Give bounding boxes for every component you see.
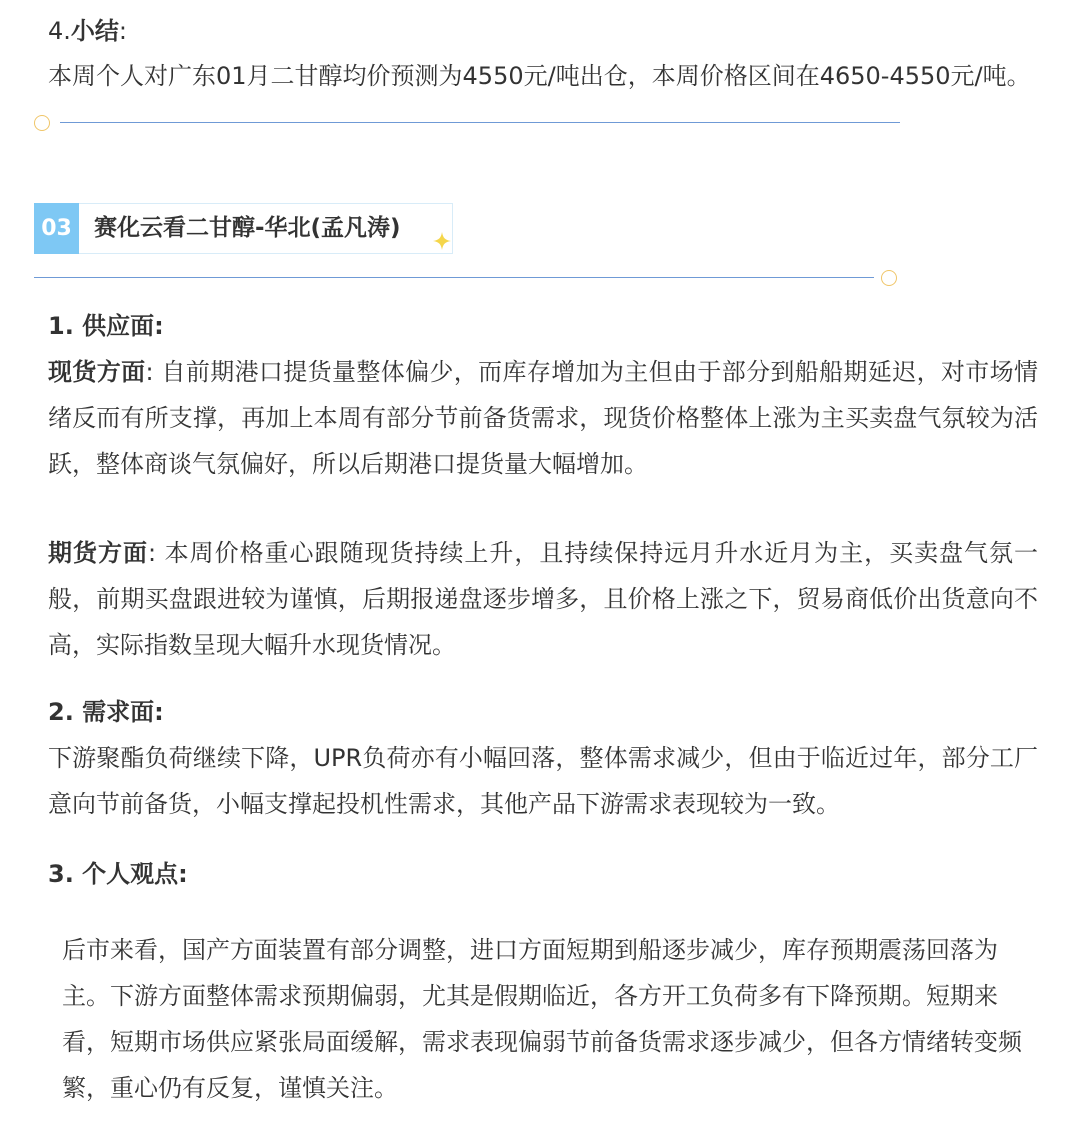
spot-text: : 自前期港口提货量整体偏少，而库存增加为主但由于部分到船船期延迟，对市场情绪反而有所支撑，再加上本周有部分节前备货需求，现货价格整体上涨为主买卖盘气氛较为活跃，整体商谈气氛偏好，所以后期港口提货量大幅增加。 <box>48 358 1039 478</box>
section-header <box>34 203 452 254</box>
section-number: 03 <box>34 203 79 254</box>
divider-line-top <box>60 122 900 123</box>
futures-text: : 本周价格重心跟随现货持续上升，且持续保持远月升水近月为主，买卖盘气氛一般，前期买盘跟进较为谨慎，后期报递盘逐步增多，且价格上涨之下，贸易商低价出货意向不高，实际指数呈现大幅升水现货情况。 <box>48 539 1039 659</box>
supply-heading: 1. 供应面: <box>48 312 164 340</box>
summary-text: 本周个人对广东01月二甘醇均价预测为4550元/吨出仓，本周价格区间在4650-4550元/吨。 <box>48 62 1031 90</box>
divider-circle-left <box>34 115 50 131</box>
summary-heading-label: 小结 <box>70 17 119 45</box>
futures-paragraph <box>48 530 1038 668</box>
futures-label: 期货方面 <box>48 539 148 567</box>
divider-line-bottom <box>34 277 874 278</box>
divider-circle-right <box>881 270 897 286</box>
opinion-text: 后市来看，国产方面装置有部分调整，进口方面短期到船逐步减少，库存预期震荡回落为主。下游方面整体需求预期偏弱，尤其是假期临近，各方开工负荷多有下降预期。短期来看，短期市场供应紧张局面缓解，需求表现偏弱节前备货需求逐步减少，但各方情绪转变频繁，重心仍有反复，谨慎关注。 <box>62 936 1022 1102</box>
sparkle-icon <box>432 231 452 251</box>
spot-paragraph <box>48 349 1038 487</box>
demand-heading: 2. 需求面: <box>48 698 164 726</box>
opinion-heading: 3. 个人观点: <box>48 860 188 888</box>
summary-heading <box>48 8 127 54</box>
demand-text: 下游聚酯负荷继续下降，UPR负荷亦有小幅回落，整体需求减少，但由于临近过年，部分工厂意向节前备货，小幅支撑起投机性需求，其他产品下游需求表现较为一致。 <box>48 744 1038 818</box>
section-title: 赛化云看二甘醇-华北(孟凡涛) <box>94 215 401 241</box>
summary-heading-num: 4. <box>48 17 71 45</box>
summary-heading-colon: : <box>118 17 127 45</box>
spot-label: 现货方面 <box>48 358 146 386</box>
